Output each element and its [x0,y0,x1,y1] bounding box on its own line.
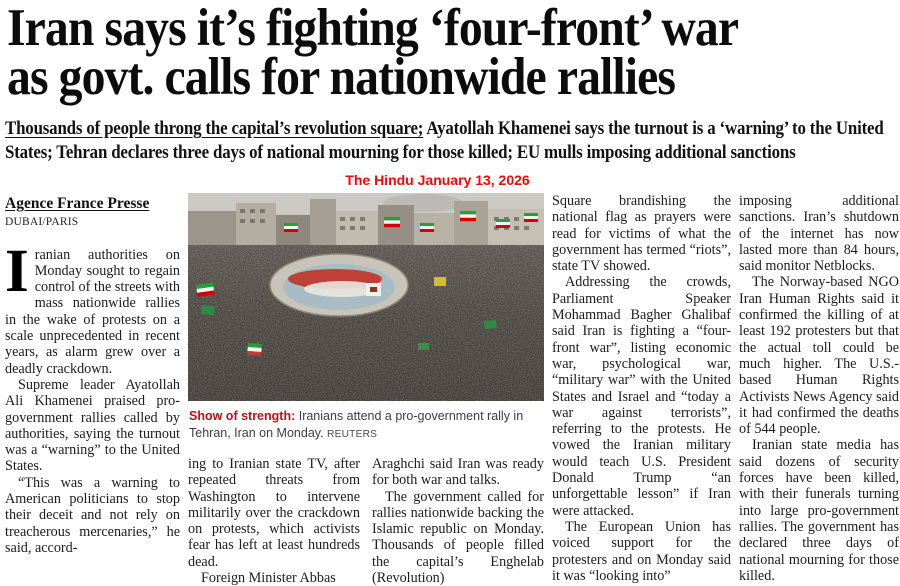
article-body [5,193,900,586]
paragraph: Araghchi said Iran was ready for both war and talks. [372,456,544,489]
monument-circle [270,254,408,316]
paragraph: Addressing the crowds, Parliament Speaker Mohammad Bagher Ghalibaf said Iran is fighting a “four-front war”, listing economic war, psychological war, “military war” with the United States and Israel and “today a war against terrorists”, referring to the protests. He vowed the Iranian military would teach U.S. President Donald Trump “an unforgettable lesson” if Iran were attacked. [552,274,731,519]
article-column-4 [552,193,731,586]
paragraph: Supreme leader Ayatollah Ali Khamenei praised pro-government rallies called by authorities, saying the turnout was a “warning” to the United States. [5,376,180,475]
paragraph: “This was a warning to American politicians to stop their deceit and not rely on treacherous mercenaries,” he said, accord- [5,474,180,556]
headline [7,0,811,106]
byline [5,196,180,231]
subheadline [5,117,898,165]
paragraph: Iranian state media has said dozens of security forces have been killed, with their funerals turning into large pro-government rallies. The government has declared three days of national mourning for those killed. [739,437,899,584]
article-column-3 [372,456,544,586]
drop-cap: I [5,237,29,305]
byline-dateline: DUBAI/PARIS [5,216,79,229]
article-column-1 [5,193,180,586]
caption-text: Iranians attend a pro-government rally in Tehran, Iran on Monday. [189,409,524,440]
paragraph: The European Union has voiced support for the protesters and on Monday said it was “looking into” [552,518,731,584]
paragraph: ing to Iranian state TV, after repeated threats from Washington to intervene militarily over the crackdown on protests, which activists fear has left at least hundreds dead. [188,456,360,570]
photo-caption [189,408,544,443]
caption-lead: Show of strength: [189,409,296,423]
date-stamp: The Hindu January 13, 2026 [345,172,530,188]
rally-photo [188,193,544,401]
subheadline-rest: Ayatollah Khamenei says the turnout is a ‘warning’ to the United States; Tehran declares three days of national mourning for those killed; EU mulls imposing additional sanctions [5,118,884,163]
article-column-5 [739,193,899,586]
paragraph: imposing additional sanctions. Iran’s shutdown of the internet has now lasted more than 84 hours, said monitor Netblocks. [739,193,899,275]
headline-line2: as govt. calls for nationwide rallies [7,48,676,106]
paragraph: Foreign Minister Abbas [201,570,336,586]
paragraph: The government called for rallies nationwide backing the Islamic republic on Monday. Thousands of people filled the capital’s Enghelab (Revolution) [372,488,544,586]
photo-block [188,193,544,586]
paragraph: The Norway-based NGO Iran Human Rights said it confirmed the killing of at least 192 protesters but that the actual toll could be much higher. The U.S.-based Human Rights Activists News Agency said it had confirmed the deaths of 544 people. [739,274,899,438]
byline-agency: Agence France Presse [5,195,150,212]
headline-line1: Iran says it’s fighting ‘four-front’ war [7,0,739,57]
subheadline-underlined: Thousands of people throng the capital’s revolution square; [5,118,424,139]
paragraph: Square brandishing the national flag as prayers were read for victims of what the government has termed “riots”, state TV showed. [552,193,731,275]
paragraph: Iranian authorities on Monday sought to regain control of the streets with mass nationwide rallies in the wake of protests on a scale unprecedented in recent years, as alarm grew over a deadly crackdown. [5,237,180,377]
photo-credit: REUTERS [327,428,378,440]
article-column-2 [188,456,360,586]
photo-subcolumns [188,456,544,586]
